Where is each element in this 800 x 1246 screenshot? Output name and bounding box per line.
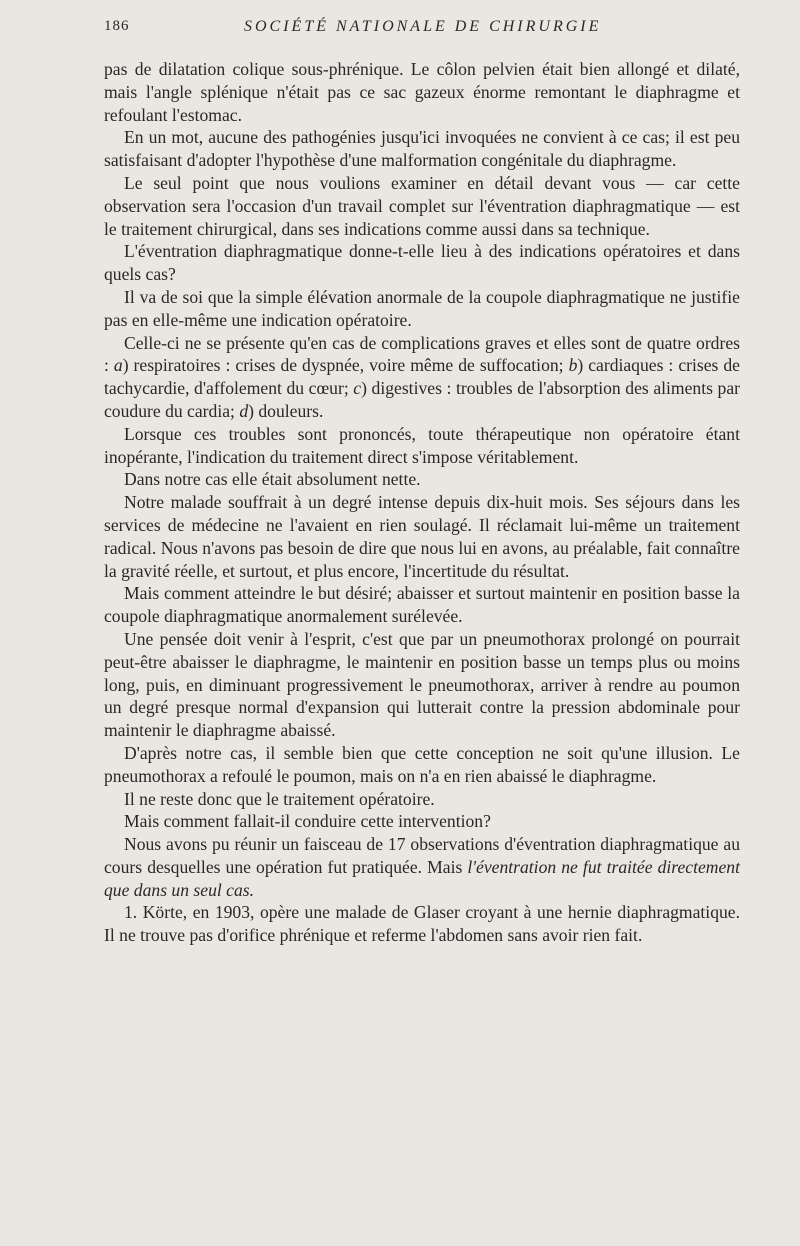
paragraph-13: Il ne reste donc que le traitement opératoire. xyxy=(124,788,435,809)
p6-text-e: ) douleurs. xyxy=(248,400,324,421)
paragraph-12: D'après notre cas, il semble bien que cette conception ne soit qu'une illusion. Le pneumothorax a refoulé le poumon, mais on n'a en rien abaissé le diaphragme. xyxy=(104,742,740,786)
p6-text-d: ) digestives : troubles de l'absorption des aliments par coudure du cardia; xyxy=(104,378,740,421)
p15-text: Nous avons pu réunir un faisceau de 17 observations d'éventration diaphragmatique au cours desquelles une opération fut pratiquée. Mais xyxy=(104,834,740,877)
running-header xyxy=(104,18,740,42)
paragraph-8: Dans notre cas elle était absolument nette. xyxy=(124,469,421,490)
p6-marker-a: a xyxy=(113,355,123,376)
text-body xyxy=(104,58,740,947)
paragraph-11: Une pensée doit venir à l'esprit, c'est que par un pneumothorax prolongé on pourrait peut-être abaisser le diaphragme, le maintenir en position basse un temps plus ou moins long, puis, en diminuant progressivement le pneumothorax, arriver à rendre au poumon un degré presque normal d'expansion qui lutterait contre la pression abdominale pour maintenir le diaphragme abaissé. xyxy=(104,628,740,741)
p6-text-b: ) respiratoires : crises de dyspnée, voire même de suffocation; xyxy=(122,355,569,376)
paragraph-3: Le seul point que nous voulions examiner en détail devant vous — car cette observation sera l'occasion d'un travail complet sur l'éventration diaphragmatique — est le traitement chirurgical, dans ses indications comme aussi dans sa technique. xyxy=(104,172,740,239)
paragraph-7: Lorsque ces troubles sont prononcés, toute thérapeutique non opératoire étant inopérante, l'indication du traitement direct s'impose véritablement. xyxy=(104,423,740,467)
p6-text-a: Celle-ci ne se présente qu'en cas de complications graves et elles sont de quatre ordres : xyxy=(104,332,740,376)
paragraph-5: Il va de soi que la simple élévation anormale de la coupole diaphragmatique ne justifie pas en elle-même une indication opératoire. xyxy=(104,286,740,330)
paragraph-9: Notre malade souffrait à un degré intense depuis dix-huit mois. Ses séjours dans les services de médecine ne l'avaient en rien soulagé. Il réclamait lui-même un traitement radical. Nous n'avons pas besoin de dire que nous lui en avons, au préalable, fait connaître la gravité réelle, et surtout, et plus encore, l'incertitude du résultat. xyxy=(104,492,740,581)
p6-text-c: ) cardiaques : crises de tachycardie, d'affolement du cœur; xyxy=(104,355,740,399)
page-number: 186 xyxy=(104,18,130,34)
paragraph-4: L'éventration diaphragmatique donne-t-elle lieu à des indications opératoires et dans quels cas? xyxy=(104,241,740,285)
paragraph-2: En un mot, aucune des pathogénies jusqu'ici invoquées ne convient à ce cas; il est peu satisfaisant d'adopter l'hypothèse d'une malformation congénitale du diaphragme. xyxy=(104,127,740,171)
paragraph-1: pas de dilatation colique sous-phrénique. Le côlon pelvien était bien allongé et dilaté, mais l'angle splénique n'était pas ce sac gazeux énorme remontant le diaphragme et refoulant l'estomac. xyxy=(104,59,740,125)
paragraph-15 xyxy=(104,833,740,901)
paragraph-6 xyxy=(104,332,740,423)
p6-marker-b: b xyxy=(568,355,578,376)
paragraph-10: Mais comment atteindre le but désiré; abaisser et surtout maintenir en position basse la coupole diaphragmatique anormalement surélevée. xyxy=(104,583,740,627)
p15-italic: l'éventration ne fut traitée directement que dans un seul cas. xyxy=(104,856,740,900)
paragraph-16: 1. Körte, en 1903, opère une malade de Glaser croyant à une hernie diaphragmatique. Il ne trouve pas d'orifice phrénique et referme l'abdomen sans avoir rien fait. xyxy=(104,902,740,946)
running-title: SOCIÉTÉ NATIONALE DE CHIRURGIE xyxy=(244,18,602,35)
paragraph-14: Mais comment fallait-il conduire cette intervention? xyxy=(124,811,491,832)
p6-marker-d: d xyxy=(239,400,249,421)
p6-marker-c: c xyxy=(353,378,362,399)
